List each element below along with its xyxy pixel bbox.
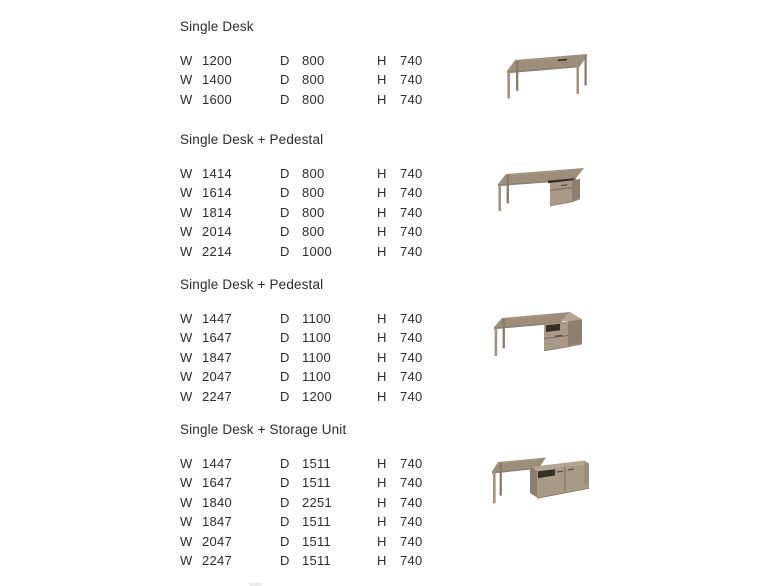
h-label: H (377, 553, 387, 569)
h-label: H (377, 185, 387, 201)
h-value: 740 (400, 494, 423, 510)
d-value: 1511 (302, 514, 331, 530)
dimensions-table (180, 51, 445, 109)
h-value: 740 (400, 533, 423, 549)
dimension-row (180, 70, 445, 89)
dimension-row (180, 454, 445, 473)
w-value: 1814 (202, 204, 232, 220)
w-value: 1647 (202, 330, 232, 346)
w-label: W (180, 553, 193, 569)
h-label: H (377, 224, 387, 240)
dimension-row (180, 367, 445, 386)
section-title: Single Desk + Storage Unit (180, 422, 347, 437)
d-label: D (280, 53, 290, 68)
spec-section-single-desk (180, 19, 445, 109)
dimension-row (180, 328, 445, 347)
w-label: W (180, 494, 193, 510)
h-value: 740 (400, 185, 423, 201)
d-value: 800 (302, 204, 325, 220)
h-value: 740 (400, 243, 423, 259)
d-label: D (280, 330, 290, 346)
d-value: 1511 (302, 553, 331, 569)
d-value: 1100 (302, 311, 331, 326)
d-label: D (280, 533, 290, 549)
w-value: 1847 (202, 514, 232, 530)
single-desk-storage-unit-image (492, 454, 592, 508)
d-value: 800 (302, 91, 325, 107)
d-label: D (280, 369, 290, 385)
w-label: W (180, 204, 193, 220)
w-label: W (180, 53, 193, 68)
single-desk-storage-unit-render (492, 454, 592, 513)
h-value: 740 (400, 475, 423, 491)
w-label: W (180, 514, 193, 530)
h-value: 740 (400, 72, 423, 88)
d-label: D (280, 494, 290, 510)
h-value: 740 (400, 53, 423, 68)
h-label: H (377, 388, 387, 404)
d-value: 1000 (302, 243, 332, 259)
w-label: W (180, 330, 193, 346)
section-title: Single Desk + Pedestal (180, 132, 324, 147)
w-label: W (180, 224, 193, 240)
w-value: 1647 (202, 475, 232, 491)
w-value: 2214 (202, 243, 232, 259)
w-value: 1840 (202, 494, 232, 510)
h-label: H (377, 475, 387, 491)
single-desk-large-pedestal-render (494, 310, 588, 363)
w-label: W (180, 369, 193, 385)
w-label: W (180, 349, 193, 365)
h-label: H (377, 91, 387, 107)
single-desk-image (503, 52, 591, 100)
dimension-row (180, 164, 445, 183)
dimension-row (180, 551, 445, 570)
h-label: H (377, 166, 387, 181)
w-label: W (180, 533, 193, 549)
w-value: 1847 (202, 349, 232, 365)
w-value: 1447 (202, 311, 232, 326)
d-value: 800 (302, 72, 325, 88)
h-value: 740 (400, 330, 423, 346)
w-label: W (180, 243, 193, 259)
d-label: D (280, 311, 290, 326)
h-value: 740 (400, 349, 423, 365)
dimension-row (180, 387, 445, 406)
d-value: 800 (302, 53, 325, 68)
d-label: D (280, 166, 290, 181)
w-value: 2047 (202, 369, 232, 385)
w-value: 1447 (202, 456, 232, 471)
dimension-row (180, 532, 445, 551)
dimensions-table (180, 454, 445, 570)
dimension-row (180, 183, 445, 202)
w-label: W (180, 311, 193, 326)
d-value: 2251 (302, 494, 332, 510)
dimensions-table (180, 164, 445, 261)
spec-section-desk-large-pedestal (180, 277, 445, 406)
h-value: 740 (400, 553, 423, 569)
w-value: 2247 (202, 388, 232, 404)
dimension-row (180, 90, 445, 109)
h-value: 740 (400, 91, 423, 107)
h-value: 740 (400, 204, 423, 220)
section-title: Single Desk (180, 19, 254, 34)
d-label: D (280, 514, 290, 530)
w-value: 1614 (202, 185, 232, 201)
h-label: H (377, 456, 387, 471)
d-value: 1511 (302, 475, 331, 491)
w-label: W (180, 456, 193, 471)
dimension-row (180, 473, 445, 492)
d-label: D (280, 475, 290, 491)
h-value: 740 (400, 456, 423, 471)
d-label: D (280, 456, 290, 471)
w-label: W (180, 166, 193, 181)
h-label: H (377, 494, 387, 510)
h-label: H (377, 349, 387, 365)
d-label: D (280, 349, 290, 365)
w-label: W (180, 185, 193, 201)
dimension-row (180, 309, 445, 328)
d-value: 800 (302, 224, 325, 240)
w-label: W (180, 72, 193, 88)
h-value: 740 (400, 369, 423, 385)
dimension-row (180, 493, 445, 512)
single-desk-render (503, 52, 591, 105)
w-label: W (180, 91, 193, 107)
w-value: 1414 (202, 166, 232, 181)
d-value: 1511 (302, 456, 331, 471)
single-desk-pedestal-image (496, 167, 588, 213)
w-value: 1400 (202, 72, 232, 88)
d-value: 1100 (302, 330, 331, 346)
h-label: H (377, 330, 387, 346)
spec-section-desk-pedestal (180, 132, 445, 261)
d-label: D (280, 185, 290, 201)
section-title: Single Desk + Pedestal (180, 277, 324, 292)
h-value: 740 (400, 514, 423, 530)
dimensions-table (180, 309, 445, 406)
h-value: 740 (400, 166, 423, 181)
d-label: D (280, 224, 290, 240)
spec-section-desk-storage-unit (180, 422, 445, 570)
d-label: D (280, 243, 290, 259)
w-value: 1600 (202, 91, 232, 107)
w-value: 2247 (202, 553, 232, 569)
h-label: H (377, 72, 387, 88)
h-label: H (377, 311, 387, 326)
h-label: H (377, 53, 387, 68)
d-label: D (280, 91, 290, 107)
d-label: D (280, 72, 290, 88)
dimension-row (180, 51, 445, 70)
d-label: D (280, 204, 290, 220)
h-label: H (377, 243, 387, 259)
dimension-row (180, 222, 445, 241)
d-value: 1200 (302, 388, 332, 404)
h-value: 740 (400, 388, 423, 404)
h-value: 740 (400, 311, 423, 326)
single-desk-large-pedestal-image (494, 310, 588, 358)
h-label: H (377, 369, 387, 385)
d-label: D (280, 388, 290, 404)
d-value: 1511 (302, 533, 331, 549)
h-value: 740 (400, 224, 423, 240)
d-value: 1100 (302, 349, 331, 365)
w-label: W (180, 388, 193, 404)
h-label: H (377, 514, 387, 530)
single-desk-pedestal-render (496, 167, 588, 218)
d-value: 1100 (302, 369, 331, 385)
w-label: W (180, 475, 193, 491)
d-value: 800 (302, 185, 325, 201)
dimension-row (180, 512, 445, 531)
w-value: 2047 (202, 533, 232, 549)
h-label: H (377, 204, 387, 220)
dimension-row (180, 348, 445, 367)
dimension-row (180, 242, 445, 261)
dimension-row (180, 203, 445, 222)
h-label: H (377, 533, 387, 549)
w-value: 2014 (202, 224, 232, 240)
w-value: 1200 (202, 53, 232, 68)
d-label: D (280, 553, 290, 569)
d-value: 800 (302, 166, 325, 181)
